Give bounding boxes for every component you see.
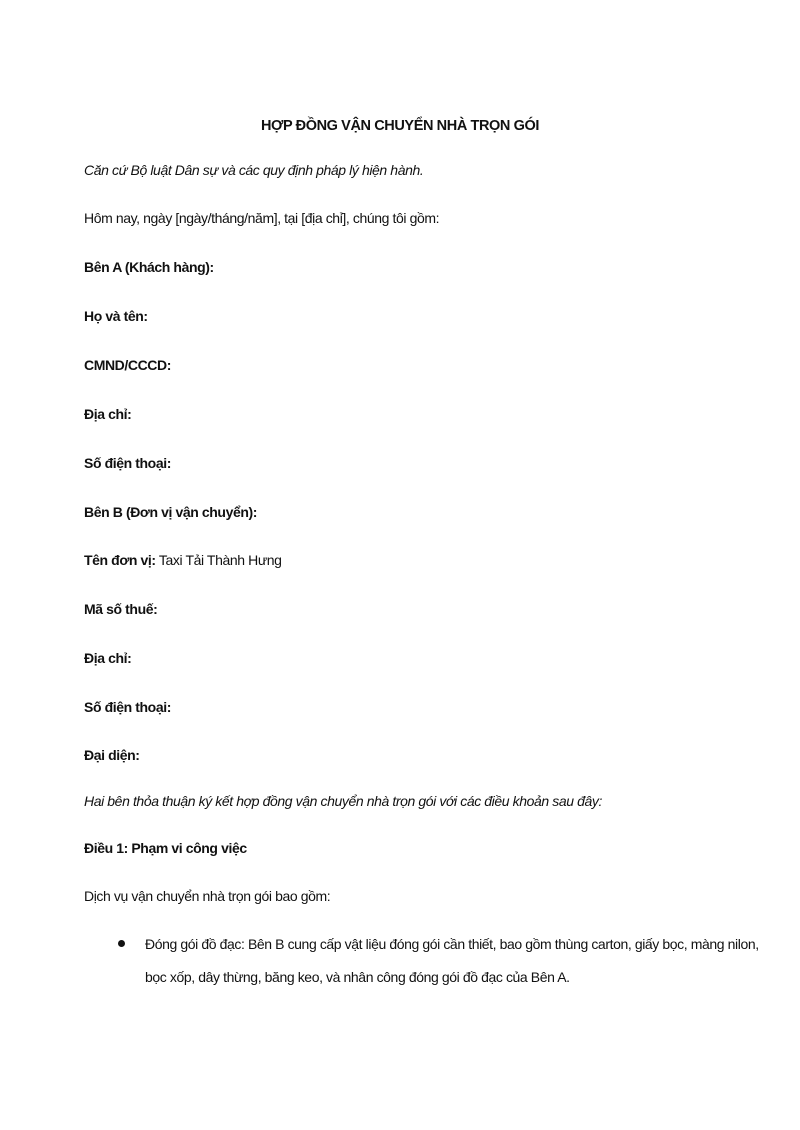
party-a-heading: Bên A (Khách hàng): [84,259,214,275]
party-b-unit-label: Tên đơn vị: [84,552,156,568]
article-1-intro: Dịch vụ vận chuyển nhà trọn gói bao gồm: [84,888,331,904]
party-b-heading: Bên B (Đơn vị vận chuyển): [84,504,258,520]
article-1-heading: Điều 1: Phạm vi công việc [84,840,247,856]
party-a-address-label: Địa chỉ: [84,406,132,422]
intro-basis: Căn cứ Bộ luật Dân sự và các quy định pháp lý hiện hành. [84,162,424,178]
bullet-1-line-2: bọc xốp, dây thừng, băng keo, và nhân công đóng gói đồ đạc của Bên A. [145,969,570,985]
party-a-phone-label: Số điện thoại: [84,455,171,471]
party-b-tax-label: Mã số thuế: [84,601,158,617]
party-b-rep-label: Đại diện: [84,747,140,763]
bullet-1-line-1: Đóng gói đồ đạc: Bên B cung cấp vật liệu đóng gói cần thiết, bao gồm thùng carton, giấy bọc, màng nilon, [145,936,759,952]
party-a-id-label: CMND/CCCD: [84,357,171,373]
agreement-text: Hai bên thỏa thuận ký kết hợp đồng vận chuyển nhà trọn gói với các điều khoản sau đây: [84,793,603,809]
party-b-unit-value: Taxi Tải Thành Hưng [155,552,282,568]
bullet-marker [118,940,125,947]
document-title: HỢP ĐỒNG VẬN CHUYỂN NHÀ TRỌN GÓI [260,118,540,134]
intro-date: Hôm nay, ngày [ngày/tháng/năm], tại [địa chỉ], chúng tôi gồm: [84,210,440,226]
party-b-phone-label: Số điện thoại: [84,699,171,715]
party-b-address-label: Địa chỉ: [84,650,132,666]
party-a-name-label: Họ và tên: [84,308,148,324]
party-b-unit-line [84,550,282,570]
